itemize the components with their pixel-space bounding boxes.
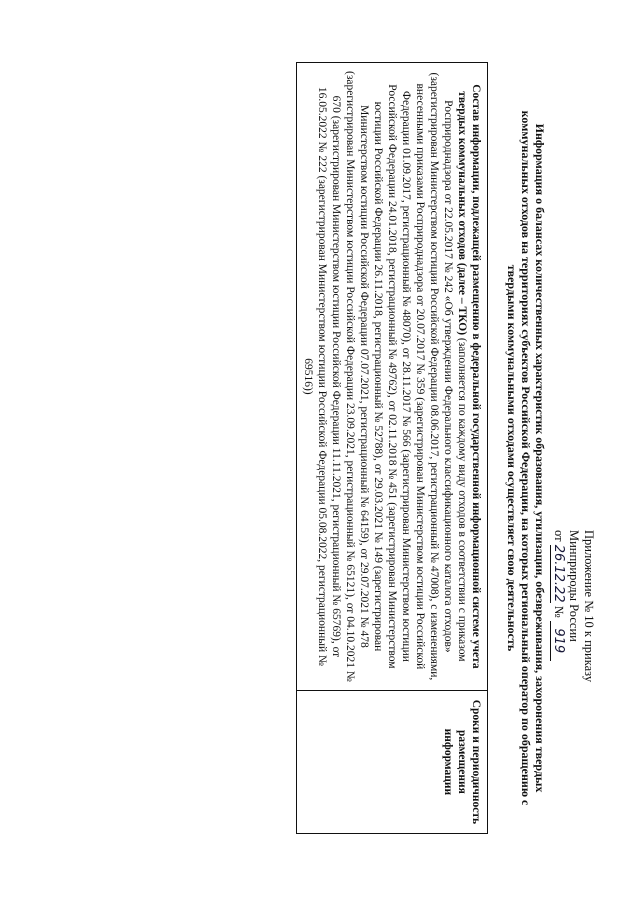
number-label: № [552, 605, 566, 618]
handwritten-number: 919 [550, 621, 565, 661]
composition-detail: (заполняется по каждому виду отходов в соответствии с приказом Росприроднадзора от 22.05.2017 № 242 «Об утверждении Федерального классификационного каталога отходов» (зарегистрирован Министерством юстиции Российской Федерации 08.06.2017, регистрационный № 47008), с изменениями, внесенными приказами Росприроднадзора от 20.07.2017 № 359 (зарегистрирован Министерством юстиции Российской Федерации 01.09.2017, регистрационный № 48070), от 28.11.2017 № 566 (зарегистрирован Министерством юстиции Российской Федерации 24.01.2018, регистрационный № 49762), от 02.11.2018 № 451 (зарегистрирован Министерством юстиции Российской Федерации 26.11.2018, регистрационный № 52788), от 29.03.2021 № 149 (зарегистрирован Министерством юстиции Российской Федерации 07.07.2021, регистрационный № 64159), от 29.07.2021 № 478 (зарегистрирован Министерством юстиции Российской Федерации 23.09.2021, регистрационный № 65121), от 04.10.2021 № 670 (зарегистрирован Министерством юстиции Российской Федерации 11.11.2021, регистрационный № 65769), от 16.05.2022 № 222 (зарегистрирован Министерством юстиции Российской Федерации 05.08.2022, регистрационный № 69516)) [302, 70, 468, 682]
appendix-label: Приложение № 10 к приказу [582, 530, 596, 683]
from-label: от [552, 530, 566, 542]
info-table [296, 62, 488, 834]
timing-header: Сроки и периодичность размещения информации [297, 690, 488, 833]
table-header-row [297, 63, 488, 834]
order-date-line [550, 530, 566, 830]
approval-stamp [550, 530, 596, 830]
handwritten-date: 26.12.22 [551, 544, 566, 603]
document-title: Информация о балансах количественных характеристик образования, утилизации, обезвреживания, захоронения твердых коммунальных отходов на территориях субъектов Российской Федерации, на которых региональный оператор по обращению с твердыми коммунальными отходами осуществляет свою деятельность [505, 110, 547, 806]
composition-title: Состав информации, подлежащей размещению в федеральной государственной информационной системе учета твердых коммунальных отходов (далее – ТКО) [456, 84, 482, 669]
composition-header [297, 63, 488, 691]
ministry-label: Минприроды России [567, 530, 581, 642]
